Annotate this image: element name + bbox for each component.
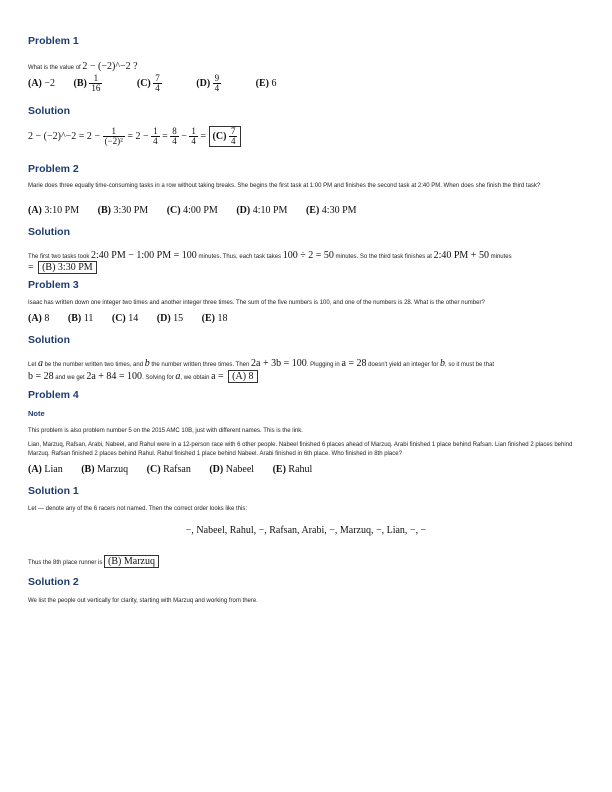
option-b: (B) 11 [67,313,94,324]
problem-4-title: Problem 4 [28,389,79,401]
option-e: (E) 4:30 PM [305,205,357,216]
answer-box: (B) 3:30 PM [38,261,97,274]
note-title: Note [28,409,45,418]
option-a: (A) −2 [28,77,56,89]
option-c: (C) Rafsan [146,464,191,475]
solution-1-conclusion: Thus the 8th place runner is (B) Marzuq [28,551,159,569]
option-e: (E) 6 [255,77,277,89]
question-math: 2 − (−2)^−2 ? [82,61,138,72]
answer-box: (C) $\frac{7}{4}$ [209,126,242,147]
solution-2-title: Solution 2 [28,576,79,588]
problem-2-title: Problem 2 [28,163,79,175]
option-c: (C) 14 [111,313,139,324]
option-d: (D) $\frac{9}{4}$ [196,73,220,93]
option-c: (C) $\frac{7}{4}$ [136,73,160,93]
problem-3-solution-line2: b = 28 and we get 2a + 84 = 100. Solving for a, we obtain a = (A) 8 [28,366,258,384]
problem-1-options [28,74,293,93]
option-d: (D) 15 [156,313,184,324]
problem-3-solution-line1: Let a be the number written two times, and b the number written three times. Then 2a + 3b = 100. Plugging in a = 28 doesn't yield an integer for b, so it must be that [28,358,495,369]
problem-1-question [28,56,138,74]
option-e: (E) Rahul [272,464,313,475]
problem-2-solution-line2: = (B) 3:30 PM [28,257,97,275]
solution-1-title: Solution 1 [28,485,79,497]
problem-2-solution-title: Solution [28,226,70,238]
problem-3-options [28,313,244,324]
option-e: (E) 18 [201,313,228,324]
option-d: (D) 4:10 PM [236,205,288,216]
question-text: What is the value of [28,65,83,71]
solution-1-order: −, Nabeel, Rahul, −, Rafsan, Arabi, −, Marzuq, −, Lian, −, − [185,525,427,536]
option-b: (B) $\frac{1}{16}$ [73,73,101,93]
problem-3-solution-title: Solution [28,334,70,346]
option-a: (A) Lian [28,464,63,475]
problem-4-options [28,464,328,475]
option-c: (C) 4:00 PM [166,205,218,216]
solution-2-text: We list the people out vertically for clarity, starting with Marzuq and working from there. [28,598,258,604]
note-text: This problem is also problem number 5 on the 2015 AMC 10B, just with different names. This is the link. [28,428,303,434]
option-d: (D) Nabeel [209,464,255,475]
problem-2-solution-line1: The first two tasks took 2:40 PM − 1:00 PM = 100 minutes. Thus, each task takes 100 ÷ 2 = 50 minutes. So the third task finishes at 2:40 PM + 50 minutes [28,250,512,261]
option-a: (A) 3:10 PM [28,205,80,216]
problem-3-question: Isaac has written down one integer two times and another integer three times. The sum of the five numbers is 100, and one of the numbers is 28. What is the other number? [28,300,485,306]
problem-1-title: Problem 1 [28,35,79,47]
solution-1-text: Let — denote any of the 6 racers not named. Then the correct order looks like this: [28,506,248,512]
problem-3-title: Problem 3 [28,279,79,291]
option-a: (A) 8 [28,313,50,324]
option-b: (B) Marzuq [81,464,129,475]
problem-2-options [28,205,373,216]
problem-1-solution-title: Solution [28,105,70,117]
problem-1-solution-equation: 2 − (−2)^−2 = 2 − $\frac{1}{\text{(−2)²}}$ = 2 − $\frac{1}{4}$ = $\frac{8}{4}$ − $\frac{1}{4}$ = (C) $\frac{7}{4}$ [28,126,241,147]
option-b: (B) 3:30 PM [97,205,149,216]
problem-4-question: Lian, Marzuq, Rafsan, Arabi, Nabeel, and Rahul were in a 12-person race with 6 other people. Nabeel finished 6 places ahead of Marzuq. Arabi finished 1 place behind Rafsan. Lian finished 2 places behind Marzuq. Rafsan finished 2 places behind Rahul. Rahul finished 1 place behind Nabeel. Arabi finished in 6th place. Who finished in 8th place? [28,442,573,457]
answer-box: (B) Marzuq [104,555,159,568]
problem-2-question: Marie does three equally time-consuming tasks in a row without taking breaks. She begins the first task at 1:00 PM and finishes the second task at 2:40 PM. When does she finish the third task? [28,183,541,189]
answer-box: (A) 8 [228,370,257,383]
